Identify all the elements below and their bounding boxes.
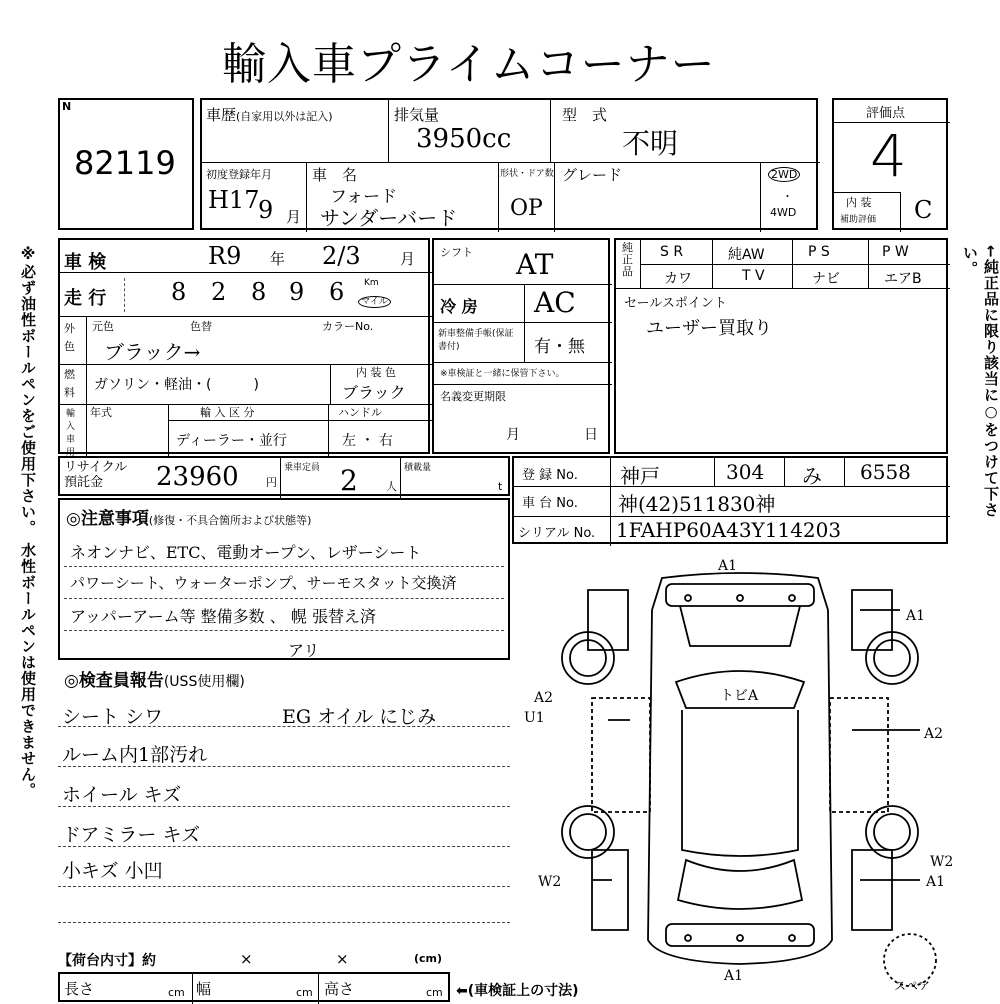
- inspector-line: シート シワ: [62, 706, 164, 728]
- mark-windshield: トビA: [720, 688, 759, 704]
- opt-ps: P S: [808, 244, 830, 260]
- notes-label: ◎注意事項(修復・不具合箇所および状態等): [66, 509, 312, 529]
- grade-label: グレード: [562, 166, 623, 184]
- recycle-label: リサイクル 預託金: [64, 460, 128, 490]
- notes-line: アッパーアーム等 整備多数 、 幌 張替え済: [70, 607, 376, 626]
- lot-label: N: [62, 100, 72, 113]
- car-name-label: 車 名: [312, 166, 358, 184]
- cargo-unit: (cm): [414, 952, 443, 965]
- fuel-label: 燃料: [64, 368, 75, 399]
- recycle-unit: 円: [266, 476, 277, 489]
- vehicle-info-top: [200, 98, 818, 230]
- registration-block: [512, 456, 948, 544]
- chassis-label: 車 台 No.: [522, 496, 578, 511]
- registration-label: 登 録 No.: [522, 468, 578, 483]
- drive-4wd: 4WD: [770, 206, 797, 219]
- sales-point-value: ユーザー買取り: [646, 318, 772, 339]
- recycle-value: 23960: [156, 462, 239, 492]
- left-vertical-note: ※必ず油性ボールペンをご使用下さい。 水性ボールペンは使用できません。: [19, 245, 37, 799]
- ac-label: 冷 房: [440, 297, 478, 316]
- drive-dot: ・: [782, 190, 793, 203]
- shaken-month: 2/3: [322, 242, 361, 270]
- exterior-orig-label: 元色: [92, 320, 114, 333]
- manual-value: 有・無: [534, 337, 585, 357]
- cargo-arrow-note: ⬅(車検証上の寸法): [456, 983, 579, 999]
- interior-label: 内 装: [846, 196, 872, 209]
- mark-spare: スペア: [894, 979, 931, 990]
- score-value: 4: [870, 122, 907, 190]
- shaken-label: 車 検: [64, 252, 107, 273]
- mileage-unit-mile: マイル: [358, 294, 391, 307]
- mark-left-a2: A2: [534, 690, 554, 706]
- opt-navi: ナビ: [812, 271, 840, 287]
- notes-line: パワーシート、ウォーターポンプ、サーモスタット交換済: [70, 574, 457, 592]
- shape-label: 形状・ドア数: [500, 169, 554, 179]
- exterior-label: 外色: [64, 322, 75, 353]
- opt-tv: T V: [742, 268, 765, 284]
- notes-block: [58, 498, 510, 660]
- cargo-width-unit: cm: [296, 986, 313, 999]
- handle-label: ハンドル: [338, 406, 382, 419]
- car-damage-diagram: [520, 550, 960, 990]
- mark-bottom: A1: [724, 968, 744, 984]
- displacement-value: 3950cc: [416, 124, 512, 154]
- cargo-x1: ×: [240, 950, 253, 968]
- mileage-digit: 8: [251, 278, 267, 306]
- exterior-repaint-label: 色替: [190, 320, 212, 333]
- ac-value: AC: [534, 286, 576, 319]
- first-reg-label: 初度登録年月: [206, 168, 272, 181]
- opt-aw: 純AW: [728, 247, 765, 263]
- mark-rear-a1-right: A1: [926, 874, 946, 890]
- opt-leather: カワ: [664, 271, 692, 287]
- exterior-color-value: ブラック→: [104, 340, 201, 364]
- name-change-month: 月: [506, 427, 520, 443]
- mark-rear-w2-left: W2: [538, 874, 562, 890]
- score-label: 評価点: [866, 106, 906, 121]
- import-class-label: 輸 入 区 分: [200, 406, 255, 419]
- notes-line: アリ: [288, 641, 320, 660]
- interior-color-label: 内 装 色: [356, 366, 396, 379]
- import-label: 輸入車用: [66, 409, 76, 458]
- first-reg-month: 9: [258, 196, 274, 224]
- mileage-digits: [124, 278, 353, 312]
- mark-right-front: A1: [906, 608, 926, 624]
- mileage-digit: 2: [211, 278, 227, 306]
- mileage-digit: 8: [171, 278, 187, 306]
- opt-airbag: エアB: [884, 271, 922, 287]
- cargo-box: [58, 972, 450, 1002]
- load-label: 積載量: [404, 463, 432, 473]
- shaken-year-unit: 年: [270, 250, 286, 268]
- mark-rear-w2-right: W2: [930, 854, 954, 870]
- factory-opts-label: 純正品: [622, 241, 633, 278]
- cargo-width-label: 幅: [196, 980, 212, 998]
- shift-label: シフト: [440, 246, 473, 259]
- inspector-line: ルーム内1部汚れ: [62, 744, 208, 766]
- capacity-value: 2: [340, 464, 358, 497]
- interior-color-value: ブラック: [342, 383, 406, 402]
- shaken-year: R9: [208, 242, 242, 270]
- color-no-label: カラーNo.: [322, 320, 374, 333]
- serial-value: 1FAHP60A43Y114203: [616, 518, 842, 542]
- registration-number: 6558: [860, 460, 911, 484]
- manual-note: ※車検証と一緒に保管下さい。: [440, 369, 565, 379]
- opt-sr: S R: [660, 244, 684, 260]
- right-vertical-note: ←純正品に限り該当に○をつけて下さい。: [961, 245, 1000, 518]
- lot-box: [58, 98, 194, 230]
- shaken-month-unit: 月: [400, 250, 416, 268]
- mileage-label: 走 行: [64, 288, 107, 309]
- import-class-value: ディーラー・並行: [176, 433, 287, 449]
- cargo-height-unit: cm: [426, 986, 443, 999]
- model-value: 不明: [622, 127, 679, 160]
- cargo-length-unit: cm: [168, 986, 185, 999]
- vehicle-info-middle: [58, 238, 430, 458]
- name-change-label: 名義変更期限: [440, 390, 506, 403]
- cargo-label: 【荷台内寸】約: [58, 953, 156, 969]
- mark-top: A1: [718, 558, 738, 574]
- interior-sub: 補助評価: [840, 215, 877, 225]
- load-unit: t: [498, 480, 503, 493]
- shift-value: AT: [516, 248, 554, 281]
- registration-class: 304: [726, 460, 765, 484]
- mark-right-a2: A2: [924, 726, 944, 742]
- chassis-value: 神(42)511830神: [618, 492, 776, 516]
- lot-number: 82119: [74, 144, 176, 182]
- inspector-line: ドアミラー キズ: [62, 824, 201, 846]
- mileage-digit: 6: [329, 278, 345, 306]
- score-box: [832, 98, 948, 230]
- name-change-day: 日: [584, 427, 598, 443]
- page-title: 輸入車プライムコーナー: [222, 39, 716, 90]
- car-name-line1: フォード: [330, 187, 398, 207]
- handle-value: 左 ・ 右: [342, 433, 393, 449]
- registration-area: 神戸: [620, 464, 660, 488]
- cargo-height-label: 高さ: [324, 980, 355, 998]
- inspector-line: EG オイル にじみ: [282, 706, 437, 728]
- capacity-unit: 人: [386, 480, 397, 493]
- import-year-label: 年式: [90, 406, 112, 419]
- car-name-line2: サンダーバード: [320, 206, 458, 230]
- inspector-line: ホイール キズ: [62, 784, 182, 806]
- shape-value: OP: [510, 196, 543, 221]
- inspector-label: ◎検査員報告(USS使用欄): [64, 671, 245, 691]
- model-label: 型 式: [562, 106, 608, 124]
- history-label: 車歴(自家用以外は記入): [206, 106, 333, 124]
- displacement-label: 排気量: [394, 106, 440, 124]
- options-box: [614, 238, 948, 454]
- shift-column: [432, 238, 610, 454]
- fuel-options: ガソリン・軽油・( ): [94, 377, 259, 393]
- drive-2wd: 2WD: [768, 168, 800, 181]
- mark-left-u1: U1: [524, 710, 545, 726]
- cargo-length-label: 長さ: [64, 980, 95, 998]
- serial-label: シリアル No.: [518, 526, 596, 541]
- first-reg-month-unit: 月: [286, 208, 302, 226]
- mileage-unit-km: Km: [364, 278, 379, 288]
- notes-line: ネオンナビ、ETC、電動オープン、レザーシート: [70, 543, 422, 562]
- first-reg-year: H17: [208, 186, 260, 214]
- registration-kana: み: [802, 464, 822, 488]
- sales-point-label: セールスポイント: [624, 296, 727, 311]
- inspector-line: 小キズ 小凹: [62, 860, 163, 882]
- mileage-digit: 9: [289, 278, 305, 306]
- recycle-row: [58, 456, 510, 496]
- capacity-label: 乗車定員: [284, 463, 321, 473]
- interior-value: C: [914, 196, 933, 224]
- opt-pw: P W: [882, 244, 909, 260]
- manual-label: 新車整備手帳(保証書付): [438, 329, 514, 352]
- cargo-x2: ×: [336, 950, 349, 968]
